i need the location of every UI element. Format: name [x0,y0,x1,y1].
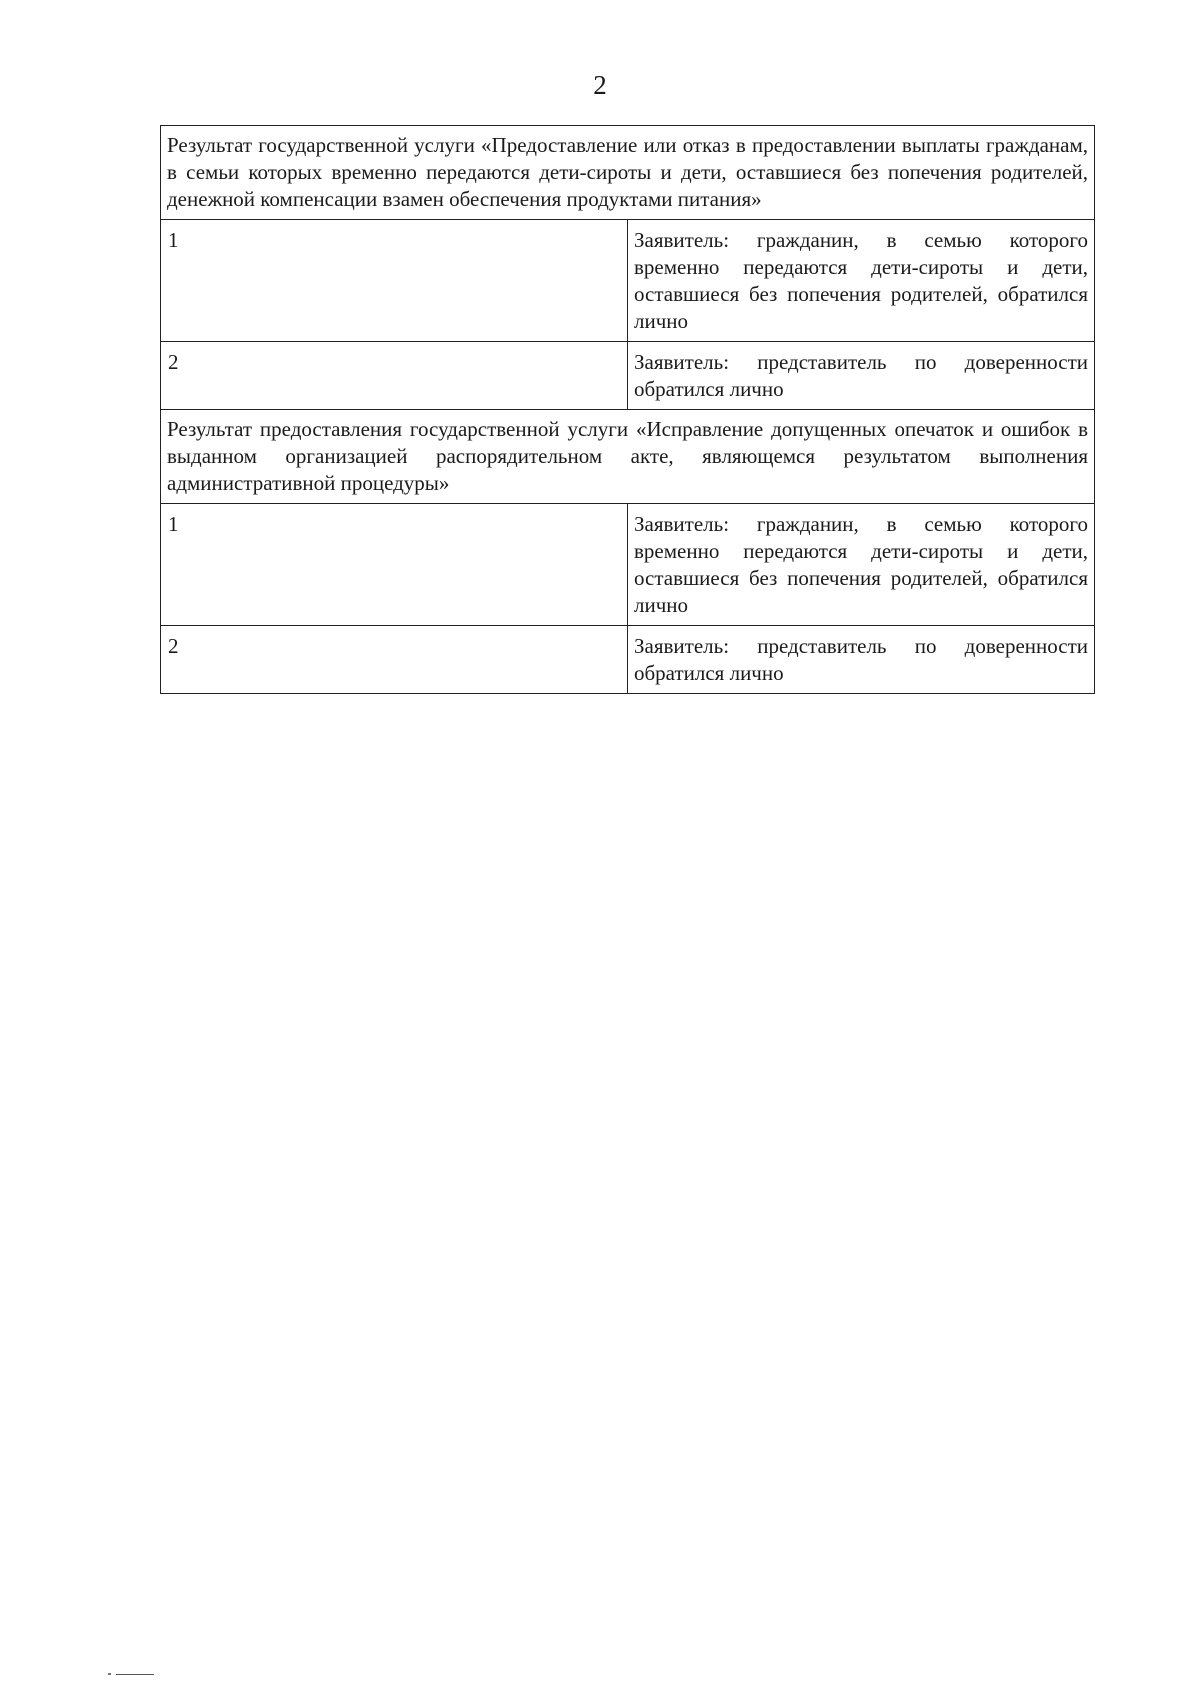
row-number: 2 [161,342,628,410]
table-row [161,220,1095,342]
scan-artifact-dot [108,1673,111,1675]
row-text: Заявитель: гражданин, в семью которого временно передаются дети-сироты и дети, оставшиеся без попечения родителей, обратился лично [628,504,1095,626]
table-row [161,626,1095,694]
table-row [161,342,1095,410]
section-heading-row [161,410,1095,504]
results-table [160,125,1095,694]
row-number: 1 [161,504,628,626]
page-number: 2 [593,70,607,100]
row-text: Заявитель: представитель по доверенности обратился лично [628,626,1095,694]
section-2-heading: Результат предоставления государственной услуги «Исправление допущенных опечаток и ошибок в выданном организацией распорядительном акте, являющемся результатом выполнения административной процедуры» [161,410,1095,504]
row-number: 2 [161,626,628,694]
section-heading-row [161,126,1095,220]
row-text: Заявитель: представитель по доверенности обратился лично [628,342,1095,410]
section-1-heading: Результат государственной услуги «Предоставление или отказ в предоставлении выплаты гражданам, в семьи которых временно передаются дети-сироты и дети, оставшиеся без попечения родителей, денежной компенсации взамен обеспечения продуктами питания» [161,126,1095,220]
row-text: Заявитель: гражданин, в семью которого временно передаются дети-сироты и дети, оставшиеся без попечения родителей, обратился лично [628,220,1095,342]
scan-artifact-line [116,1674,154,1675]
table-row [161,504,1095,626]
row-number: 1 [161,220,628,342]
